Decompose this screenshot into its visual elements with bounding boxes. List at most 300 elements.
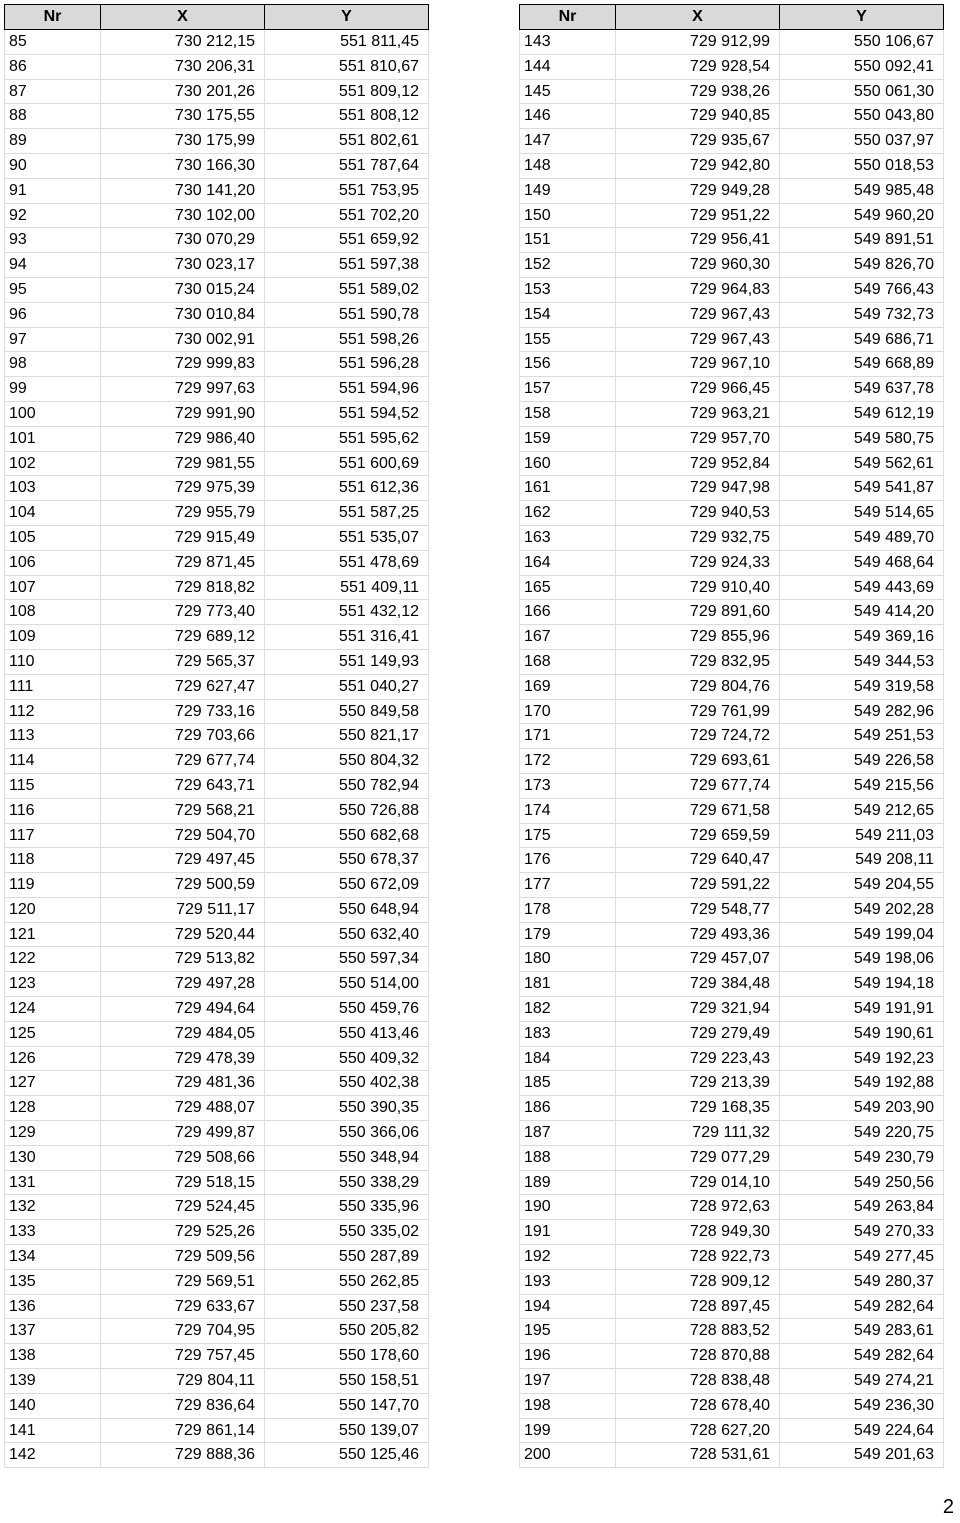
cell-nr: 175 xyxy=(520,823,616,848)
cell-x: 729 279,49 xyxy=(616,1021,780,1046)
cell-nr: 191 xyxy=(520,1220,616,1245)
cell-nr: 142 xyxy=(5,1443,101,1468)
table-row xyxy=(520,277,944,302)
table-row xyxy=(520,873,944,898)
table-row xyxy=(5,823,429,848)
cell-y: 551 587,25 xyxy=(265,501,429,526)
cell-nr: 128 xyxy=(5,1096,101,1121)
cell-x: 729 960,30 xyxy=(616,253,780,278)
cell-y: 551 535,07 xyxy=(265,525,429,550)
cell-nr: 103 xyxy=(5,476,101,501)
cell-x: 729 591,22 xyxy=(616,873,780,898)
cell-x: 729 912,99 xyxy=(616,30,780,55)
table-row xyxy=(520,253,944,278)
table-row xyxy=(520,773,944,798)
cell-nr: 132 xyxy=(5,1195,101,1220)
table-row xyxy=(5,1245,429,1270)
cell-nr: 194 xyxy=(520,1294,616,1319)
table-row xyxy=(520,1121,944,1146)
cell-nr: 97 xyxy=(5,327,101,352)
cell-x: 729 499,87 xyxy=(101,1121,265,1146)
table-row xyxy=(520,699,944,724)
cell-x: 729 481,36 xyxy=(101,1071,265,1096)
table-row xyxy=(520,1369,944,1394)
cell-nr: 193 xyxy=(520,1269,616,1294)
cell-y: 549 201,63 xyxy=(780,1443,944,1468)
cell-x: 729 910,40 xyxy=(616,575,780,600)
table-row xyxy=(5,1393,429,1418)
cell-x: 729 643,71 xyxy=(101,773,265,798)
cell-y: 550 849,58 xyxy=(265,699,429,724)
cell-y: 550 335,02 xyxy=(265,1220,429,1245)
cell-nr: 133 xyxy=(5,1220,101,1245)
cell-y: 551 590,78 xyxy=(265,302,429,327)
table-row xyxy=(5,277,429,302)
cell-y: 549 891,51 xyxy=(780,228,944,253)
cell-y: 550 205,82 xyxy=(265,1319,429,1344)
cell-x: 729 497,45 xyxy=(101,848,265,873)
cell-nr: 199 xyxy=(520,1418,616,1443)
table-row xyxy=(520,203,944,228)
cell-y: 549 686,71 xyxy=(780,327,944,352)
cell-x: 729 525,26 xyxy=(101,1220,265,1245)
table-row xyxy=(5,798,429,823)
table-row xyxy=(520,798,944,823)
cell-y: 550 672,09 xyxy=(265,873,429,898)
cell-nr: 99 xyxy=(5,377,101,402)
cell-x: 730 175,99 xyxy=(101,129,265,154)
cell-nr: 134 xyxy=(5,1245,101,1270)
table-row xyxy=(520,823,944,848)
cell-x: 729 733,16 xyxy=(101,699,265,724)
cell-x: 729 999,83 xyxy=(101,352,265,377)
cell-nr: 181 xyxy=(520,972,616,997)
table-row xyxy=(5,54,429,79)
cell-nr: 135 xyxy=(5,1269,101,1294)
cell-x: 729 168,35 xyxy=(616,1096,780,1121)
table-row xyxy=(5,1145,429,1170)
table-row xyxy=(520,153,944,178)
cell-x: 728 949,30 xyxy=(616,1220,780,1245)
cell-y: 549 562,61 xyxy=(780,451,944,476)
cell-x: 729 677,74 xyxy=(616,773,780,798)
cell-x: 729 949,28 xyxy=(616,178,780,203)
table-row xyxy=(5,253,429,278)
cell-x: 729 627,47 xyxy=(101,674,265,699)
cell-nr: 115 xyxy=(5,773,101,798)
cell-y: 550 821,17 xyxy=(265,724,429,749)
cell-x: 728 909,12 xyxy=(616,1269,780,1294)
cell-nr: 98 xyxy=(5,352,101,377)
table-row xyxy=(5,501,429,526)
cell-y: 551 316,41 xyxy=(265,625,429,650)
cell-nr: 123 xyxy=(5,972,101,997)
cell-x: 728 972,63 xyxy=(616,1195,780,1220)
table-row xyxy=(5,1071,429,1096)
cell-y: 549 280,37 xyxy=(780,1269,944,1294)
coordinates-table-left xyxy=(4,4,429,1468)
table-row xyxy=(5,724,429,749)
table-row xyxy=(520,501,944,526)
cell-x: 729 967,43 xyxy=(616,302,780,327)
page-number: 2 xyxy=(942,1496,954,1518)
cell-nr: 179 xyxy=(520,922,616,947)
cell-nr: 192 xyxy=(520,1245,616,1270)
cell-nr: 113 xyxy=(5,724,101,749)
table-row xyxy=(520,922,944,947)
cell-x: 729 677,74 xyxy=(101,749,265,774)
cell-y: 549 250,56 xyxy=(780,1170,944,1195)
table-row xyxy=(5,1046,429,1071)
cell-nr: 168 xyxy=(520,649,616,674)
cell-x: 729 689,12 xyxy=(101,625,265,650)
cell-y: 550 338,29 xyxy=(265,1170,429,1195)
table-row xyxy=(5,352,429,377)
cell-x: 729 804,76 xyxy=(616,674,780,699)
cell-nr: 125 xyxy=(5,1021,101,1046)
cell-y: 549 580,75 xyxy=(780,426,944,451)
cell-nr: 119 xyxy=(5,873,101,898)
table-row xyxy=(520,674,944,699)
cell-nr: 100 xyxy=(5,401,101,426)
cell-nr: 182 xyxy=(520,997,616,1022)
cell-nr: 152 xyxy=(520,253,616,278)
cell-nr: 117 xyxy=(5,823,101,848)
cell-y: 549 283,61 xyxy=(780,1319,944,1344)
cell-nr: 154 xyxy=(520,302,616,327)
cell-y: 549 204,55 xyxy=(780,873,944,898)
cell-nr: 174 xyxy=(520,798,616,823)
table-row xyxy=(520,724,944,749)
cell-nr: 88 xyxy=(5,104,101,129)
table-row xyxy=(5,178,429,203)
cell-nr: 121 xyxy=(5,922,101,947)
cell-x: 730 102,00 xyxy=(101,203,265,228)
table-row xyxy=(520,1195,944,1220)
cell-x: 729 940,85 xyxy=(616,104,780,129)
table-header-row xyxy=(520,5,944,30)
cell-y: 550 335,96 xyxy=(265,1195,429,1220)
cell-x: 730 015,24 xyxy=(101,277,265,302)
coordinates-table-right xyxy=(519,4,944,1468)
table-row xyxy=(5,1443,429,1468)
table-row xyxy=(5,749,429,774)
cell-y: 551 409,11 xyxy=(265,575,429,600)
cell-y: 549 960,20 xyxy=(780,203,944,228)
cell-x: 729 888,36 xyxy=(101,1443,265,1468)
cell-x: 729 967,43 xyxy=(616,327,780,352)
cell-y: 551 595,62 xyxy=(265,426,429,451)
cell-nr: 96 xyxy=(5,302,101,327)
table-row xyxy=(520,625,944,650)
table-row xyxy=(520,972,944,997)
cell-x: 730 206,31 xyxy=(101,54,265,79)
cell-nr: 149 xyxy=(520,178,616,203)
cell-x: 729 836,64 xyxy=(101,1393,265,1418)
table-row xyxy=(520,352,944,377)
cell-x: 729 986,40 xyxy=(101,426,265,451)
cell-x: 729 703,66 xyxy=(101,724,265,749)
header-y: Y xyxy=(780,5,944,30)
cell-nr: 158 xyxy=(520,401,616,426)
cell-x: 729 077,29 xyxy=(616,1145,780,1170)
table-row xyxy=(520,550,944,575)
table-row xyxy=(520,749,944,774)
cell-nr: 146 xyxy=(520,104,616,129)
table-row xyxy=(520,649,944,674)
cell-x: 729 513,82 xyxy=(101,947,265,972)
cell-y: 550 178,60 xyxy=(265,1344,429,1369)
cell-y: 549 251,53 xyxy=(780,724,944,749)
cell-y: 549 192,23 xyxy=(780,1046,944,1071)
cell-x: 729 693,61 xyxy=(616,749,780,774)
header-y: Y xyxy=(265,5,429,30)
cell-nr: 139 xyxy=(5,1369,101,1394)
cell-x: 729 497,28 xyxy=(101,972,265,997)
table-row xyxy=(520,1418,944,1443)
cell-y: 549 443,69 xyxy=(780,575,944,600)
table-row xyxy=(5,104,429,129)
cell-y: 549 344,53 xyxy=(780,649,944,674)
cell-nr: 85 xyxy=(5,30,101,55)
cell-x: 729 966,45 xyxy=(616,377,780,402)
cell-x: 730 141,20 xyxy=(101,178,265,203)
table-row xyxy=(5,1269,429,1294)
cell-y: 549 226,58 xyxy=(780,749,944,774)
cell-x: 729 518,15 xyxy=(101,1170,265,1195)
cell-nr: 122 xyxy=(5,947,101,972)
cell-nr: 105 xyxy=(5,525,101,550)
table-row xyxy=(5,79,429,104)
cell-y: 550 262,85 xyxy=(265,1269,429,1294)
cell-x: 729 932,75 xyxy=(616,525,780,550)
cell-nr: 127 xyxy=(5,1071,101,1096)
cell-nr: 164 xyxy=(520,550,616,575)
cell-nr: 184 xyxy=(520,1046,616,1071)
cell-y: 551 810,67 xyxy=(265,54,429,79)
cell-x: 730 175,55 xyxy=(101,104,265,129)
cell-x: 729 942,80 xyxy=(616,153,780,178)
cell-nr: 130 xyxy=(5,1145,101,1170)
cell-x: 729 964,83 xyxy=(616,277,780,302)
cell-nr: 188 xyxy=(520,1145,616,1170)
cell-nr: 90 xyxy=(5,153,101,178)
table-row xyxy=(520,947,944,972)
cell-nr: 161 xyxy=(520,476,616,501)
cell-y: 549 282,64 xyxy=(780,1294,944,1319)
table-body-right xyxy=(520,30,944,1468)
cell-x: 729 488,07 xyxy=(101,1096,265,1121)
cell-y: 550 043,80 xyxy=(780,104,944,129)
table-row xyxy=(520,997,944,1022)
table-row xyxy=(520,848,944,873)
cell-y: 551 478,69 xyxy=(265,550,429,575)
cell-x: 728 897,45 xyxy=(616,1294,780,1319)
cell-y: 549 369,16 xyxy=(780,625,944,650)
cell-y: 551 597,38 xyxy=(265,253,429,278)
cell-y: 551 600,69 xyxy=(265,451,429,476)
cell-x: 729 704,95 xyxy=(101,1319,265,1344)
cell-nr: 92 xyxy=(5,203,101,228)
table-row xyxy=(5,203,429,228)
cell-nr: 155 xyxy=(520,327,616,352)
table-row xyxy=(5,401,429,426)
cell-nr: 163 xyxy=(520,525,616,550)
cell-nr: 106 xyxy=(5,550,101,575)
cell-nr: 185 xyxy=(520,1071,616,1096)
table-row xyxy=(520,377,944,402)
cell-y: 549 489,70 xyxy=(780,525,944,550)
cell-y: 550 366,06 xyxy=(265,1121,429,1146)
table-row xyxy=(520,401,944,426)
cell-nr: 120 xyxy=(5,897,101,922)
cell-x: 730 070,29 xyxy=(101,228,265,253)
table-row xyxy=(520,178,944,203)
cell-nr: 94 xyxy=(5,253,101,278)
table-row xyxy=(5,1121,429,1146)
table-row xyxy=(5,1369,429,1394)
cell-x: 729 957,70 xyxy=(616,426,780,451)
cell-x: 728 838,48 xyxy=(616,1369,780,1394)
cell-x: 729 855,96 xyxy=(616,625,780,650)
table-row xyxy=(5,129,429,154)
cell-y: 551 802,61 xyxy=(265,129,429,154)
cell-y: 549 668,89 xyxy=(780,352,944,377)
cell-x: 729 494,64 xyxy=(101,997,265,1022)
cell-x: 729 832,95 xyxy=(616,649,780,674)
table-row xyxy=(520,1021,944,1046)
cell-x: 729 938,26 xyxy=(616,79,780,104)
cell-x: 729 565,37 xyxy=(101,649,265,674)
table-row xyxy=(5,1418,429,1443)
cell-x: 729 981,55 xyxy=(101,451,265,476)
cell-x: 728 627,20 xyxy=(616,1418,780,1443)
cell-x: 729 520,44 xyxy=(101,922,265,947)
cell-nr: 150 xyxy=(520,203,616,228)
table-row xyxy=(5,525,429,550)
cell-nr: 180 xyxy=(520,947,616,972)
table-row xyxy=(5,1195,429,1220)
table-row xyxy=(520,1046,944,1071)
cell-y: 551 702,20 xyxy=(265,203,429,228)
cell-y: 550 139,07 xyxy=(265,1418,429,1443)
cell-y: 549 514,65 xyxy=(780,501,944,526)
cell-y: 549 263,84 xyxy=(780,1195,944,1220)
cell-nr: 138 xyxy=(5,1344,101,1369)
table-row xyxy=(520,1071,944,1096)
cell-nr: 189 xyxy=(520,1170,616,1195)
table-row xyxy=(520,1145,944,1170)
cell-nr: 176 xyxy=(520,848,616,873)
table-row xyxy=(520,476,944,501)
cell-nr: 186 xyxy=(520,1096,616,1121)
table-row xyxy=(5,625,429,650)
cell-y: 551 594,52 xyxy=(265,401,429,426)
cell-x: 729 724,72 xyxy=(616,724,780,749)
cell-y: 550 514,00 xyxy=(265,972,429,997)
cell-y: 551 149,93 xyxy=(265,649,429,674)
cell-x: 728 883,52 xyxy=(616,1319,780,1344)
cell-y: 551 809,12 xyxy=(265,79,429,104)
cell-nr: 87 xyxy=(5,79,101,104)
cell-y: 551 598,26 xyxy=(265,327,429,352)
table-row xyxy=(520,1319,944,1344)
cell-nr: 129 xyxy=(5,1121,101,1146)
cell-nr: 93 xyxy=(5,228,101,253)
cell-y: 550 804,32 xyxy=(265,749,429,774)
cell-y: 551 589,02 xyxy=(265,277,429,302)
cell-x: 729 956,41 xyxy=(616,228,780,253)
table-row xyxy=(520,302,944,327)
cell-nr: 104 xyxy=(5,501,101,526)
cell-x: 729 915,49 xyxy=(101,525,265,550)
table-row xyxy=(5,377,429,402)
cell-y: 551 432,12 xyxy=(265,600,429,625)
cell-x: 729 384,48 xyxy=(616,972,780,997)
cell-y: 550 782,94 xyxy=(265,773,429,798)
cell-y: 550 158,51 xyxy=(265,1369,429,1394)
cell-nr: 167 xyxy=(520,625,616,650)
cell-y: 549 414,20 xyxy=(780,600,944,625)
cell-nr: 131 xyxy=(5,1170,101,1195)
cell-y: 549 203,90 xyxy=(780,1096,944,1121)
table-row xyxy=(520,600,944,625)
cell-y: 549 208,11 xyxy=(780,848,944,873)
cell-x: 729 568,21 xyxy=(101,798,265,823)
cell-nr: 165 xyxy=(520,575,616,600)
cell-y: 549 468,64 xyxy=(780,550,944,575)
cell-x: 729 524,45 xyxy=(101,1195,265,1220)
cell-x: 728 678,40 xyxy=(616,1393,780,1418)
cell-x: 730 201,26 xyxy=(101,79,265,104)
table-row xyxy=(5,153,429,178)
table-row xyxy=(5,476,429,501)
cell-x: 728 531,61 xyxy=(616,1443,780,1468)
cell-y: 549 192,88 xyxy=(780,1071,944,1096)
cell-x: 729 940,53 xyxy=(616,501,780,526)
cell-y: 550 413,46 xyxy=(265,1021,429,1046)
table-row xyxy=(5,699,429,724)
table-row xyxy=(5,873,429,898)
cell-y: 551 811,45 xyxy=(265,30,429,55)
cell-y: 549 236,30 xyxy=(780,1393,944,1418)
cell-nr: 187 xyxy=(520,1121,616,1146)
cell-nr: 197 xyxy=(520,1369,616,1394)
cell-x: 729 223,43 xyxy=(616,1046,780,1071)
cell-y: 549 211,03 xyxy=(780,823,944,848)
cell-nr: 86 xyxy=(5,54,101,79)
table-row xyxy=(5,302,429,327)
cell-nr: 171 xyxy=(520,724,616,749)
cell-x: 729 773,40 xyxy=(101,600,265,625)
cell-nr: 91 xyxy=(5,178,101,203)
cell-nr: 102 xyxy=(5,451,101,476)
cell-x: 729 818,82 xyxy=(101,575,265,600)
cell-nr: 114 xyxy=(5,749,101,774)
cell-y: 549 826,70 xyxy=(780,253,944,278)
cell-nr: 183 xyxy=(520,1021,616,1046)
cell-nr: 200 xyxy=(520,1443,616,1468)
cell-x: 729 511,17 xyxy=(101,897,265,922)
cell-y: 549 212,65 xyxy=(780,798,944,823)
header-nr: Nr xyxy=(520,5,616,30)
table-row xyxy=(520,1170,944,1195)
cell-nr: 89 xyxy=(5,129,101,154)
cell-y: 550 147,70 xyxy=(265,1393,429,1418)
table-row xyxy=(5,575,429,600)
table-row xyxy=(520,1344,944,1369)
cell-y: 549 220,75 xyxy=(780,1121,944,1146)
